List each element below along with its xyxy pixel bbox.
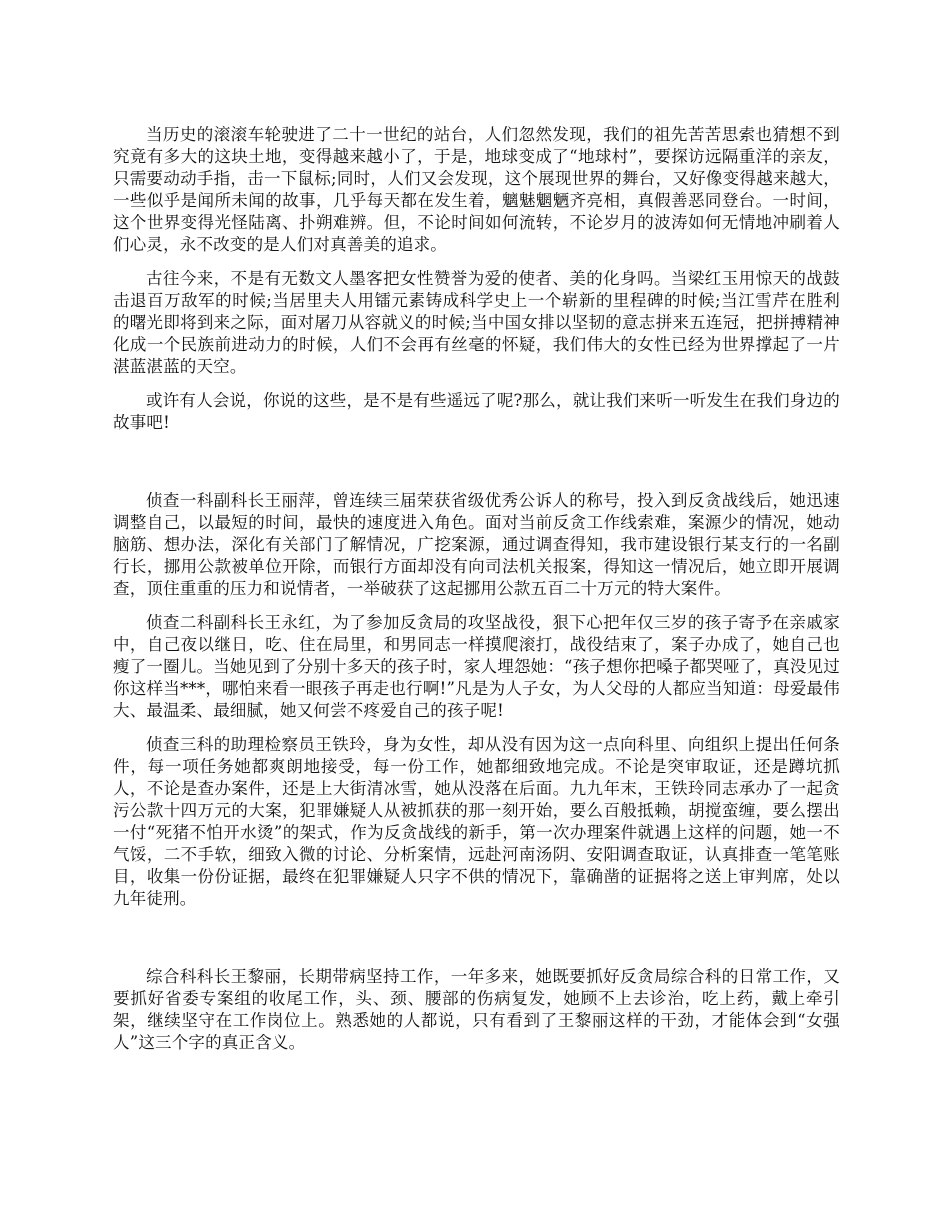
paragraph-women-history: 古往今来，不是有无数文人墨客把女性赞誉为爱的使者、美的化身吗。当梁红玉用惊天的战鼓击退百万敌军的时候;当居里夫人用镭元素铸成科学史上一个崭新的里程碑的时候;当江雪芹在胜利的曙光即将到来之际，面对屠刀从容就义的时候;当中国女排以坚韧的意志拼来五连冠，把拼搏精神化成一个民族前进动力的时候，人们不会再有丝毫的怀疑，我们伟大的女性已经为世界撑起了一片湛蓝湛蓝的天空。 [113, 269, 840, 376]
section-gap [113, 446, 840, 490]
paragraph-wang-tieling: 侦查三科的助理检察员王铁玲，身为女性，却从没有因为这一点向科里、向组织上提出任何条件，每一项任务她都爽朗地接受，每一份工作，她都细致地完成。不论是突审取证，还是蹲坑抓人，不论是查办案件，还是上大街清冰雪，她从没落在后面。九九年末，王铁玲同志承办了一起贪污公款十四万元的大案，犯罪嫌疑人从被抓获的那一刻开始，要么百般抵赖，胡搅蛮缠，要么摆出一付“死猪不怕开水烫”的架式，作为反贪战线的新手，第一次办理案件就遇上这样的问题，她一不气馁，二不手软，细致入微的讨论、分析案情，远赴河南汤阴、安阳调查取证，认真排查一笔笔账目，收集一份份证据，最终在犯罪嫌疑人只字不供的情况下，靠确凿的证据将之送上审判席，处以九年徒刑。 [113, 735, 840, 908]
paragraph-wang-yonghong: 侦查二科副科长王永红，为了参加反贪局的攻坚战役，狠下心把年仅三岁的孩子寄予在亲戚家中，自己夜以继日，吃、住在局里，和男同志一样摸爬滚打，战役结束了，案子办成了，她自己也瘦了一圈儿。当她见到了分别十多天的孩子时，家人埋怨她：“孩子想你把嗓子都哭哑了，真没见过你这样当***，哪怕来看一眼孩子再走也行啊!”凡是为人子女，为人父母的人都应当知道：母爱最伟大、最温柔、最细腻，她又何尝不疼爱自己的孩子呢! [113, 613, 840, 720]
paragraph-wang-lili: 综合科科长王黎丽，长期带病坚持工作，一年多来，她既要抓好反贪局综合科的日常工作，又要抓好省委专案组的收尾工作，头、颈、腰部的伤病复发，她顾不上去诊治，吃上药，戴上牵引架，继续坚守在工作岗位上。熟悉她的人都说，只有看到了王黎丽这样的干劲，才能体会到“女强人”这三个字的真正含义。 [113, 967, 840, 1052]
paragraph-intro: 当历史的滚滚车轮驶进了二十一世纪的站台，人们忽然发现，我们的祖先苦苦思索也猜想不到究竟有多大的这块土地，变得越来越小了，于是，地球变成了“地球村”，要探访远隔重洋的亲友，只需要动动手指，击一下鼠标;同时，人们又会发现，这个展现世界的舞台，又好像变得越来越大，一些似乎是闻所未闻的故事，几乎每天都在发生着，魑魅魍魉齐亮相，真假善恶同登台。一时间，这个世界变得光怪陆离、扑朔难辨。但，不论时间如何流转，不论岁月的波涛如何无情地冲刷着人们心灵，永不改变的是人们对真善美的追求。 [113, 125, 840, 254]
section-gap [113, 922, 840, 966]
document-body [113, 124, 840, 1066]
paragraph-wang-liping: 侦查一科副科长王丽萍，曾连续三届荣获省级优秀公诉人的称号，投入到反贪战线后，她迅速调整自己，以最短的时间，最快的速度进入角色。面对当前反贪工作线索难，案源少的情况，她动脑筋、想办法，深化有关部门了解情况，广挖案源，通过调查得知，我市建设银行某支行的一名副行长，挪用公款被单位开除，而银行方面却没有向司法机关报案，得知这一情况后，她立即开展调查，顶住重重的压力和说情者，一举破获了这起挪用公款五百二十万元的特大案件。 [113, 491, 840, 598]
paragraph-transition: 或许有人会说，你说的这些，是不是有些遥远了呢?那么，就让我们来听一听发生在我们身边的故事吧! [113, 391, 840, 432]
